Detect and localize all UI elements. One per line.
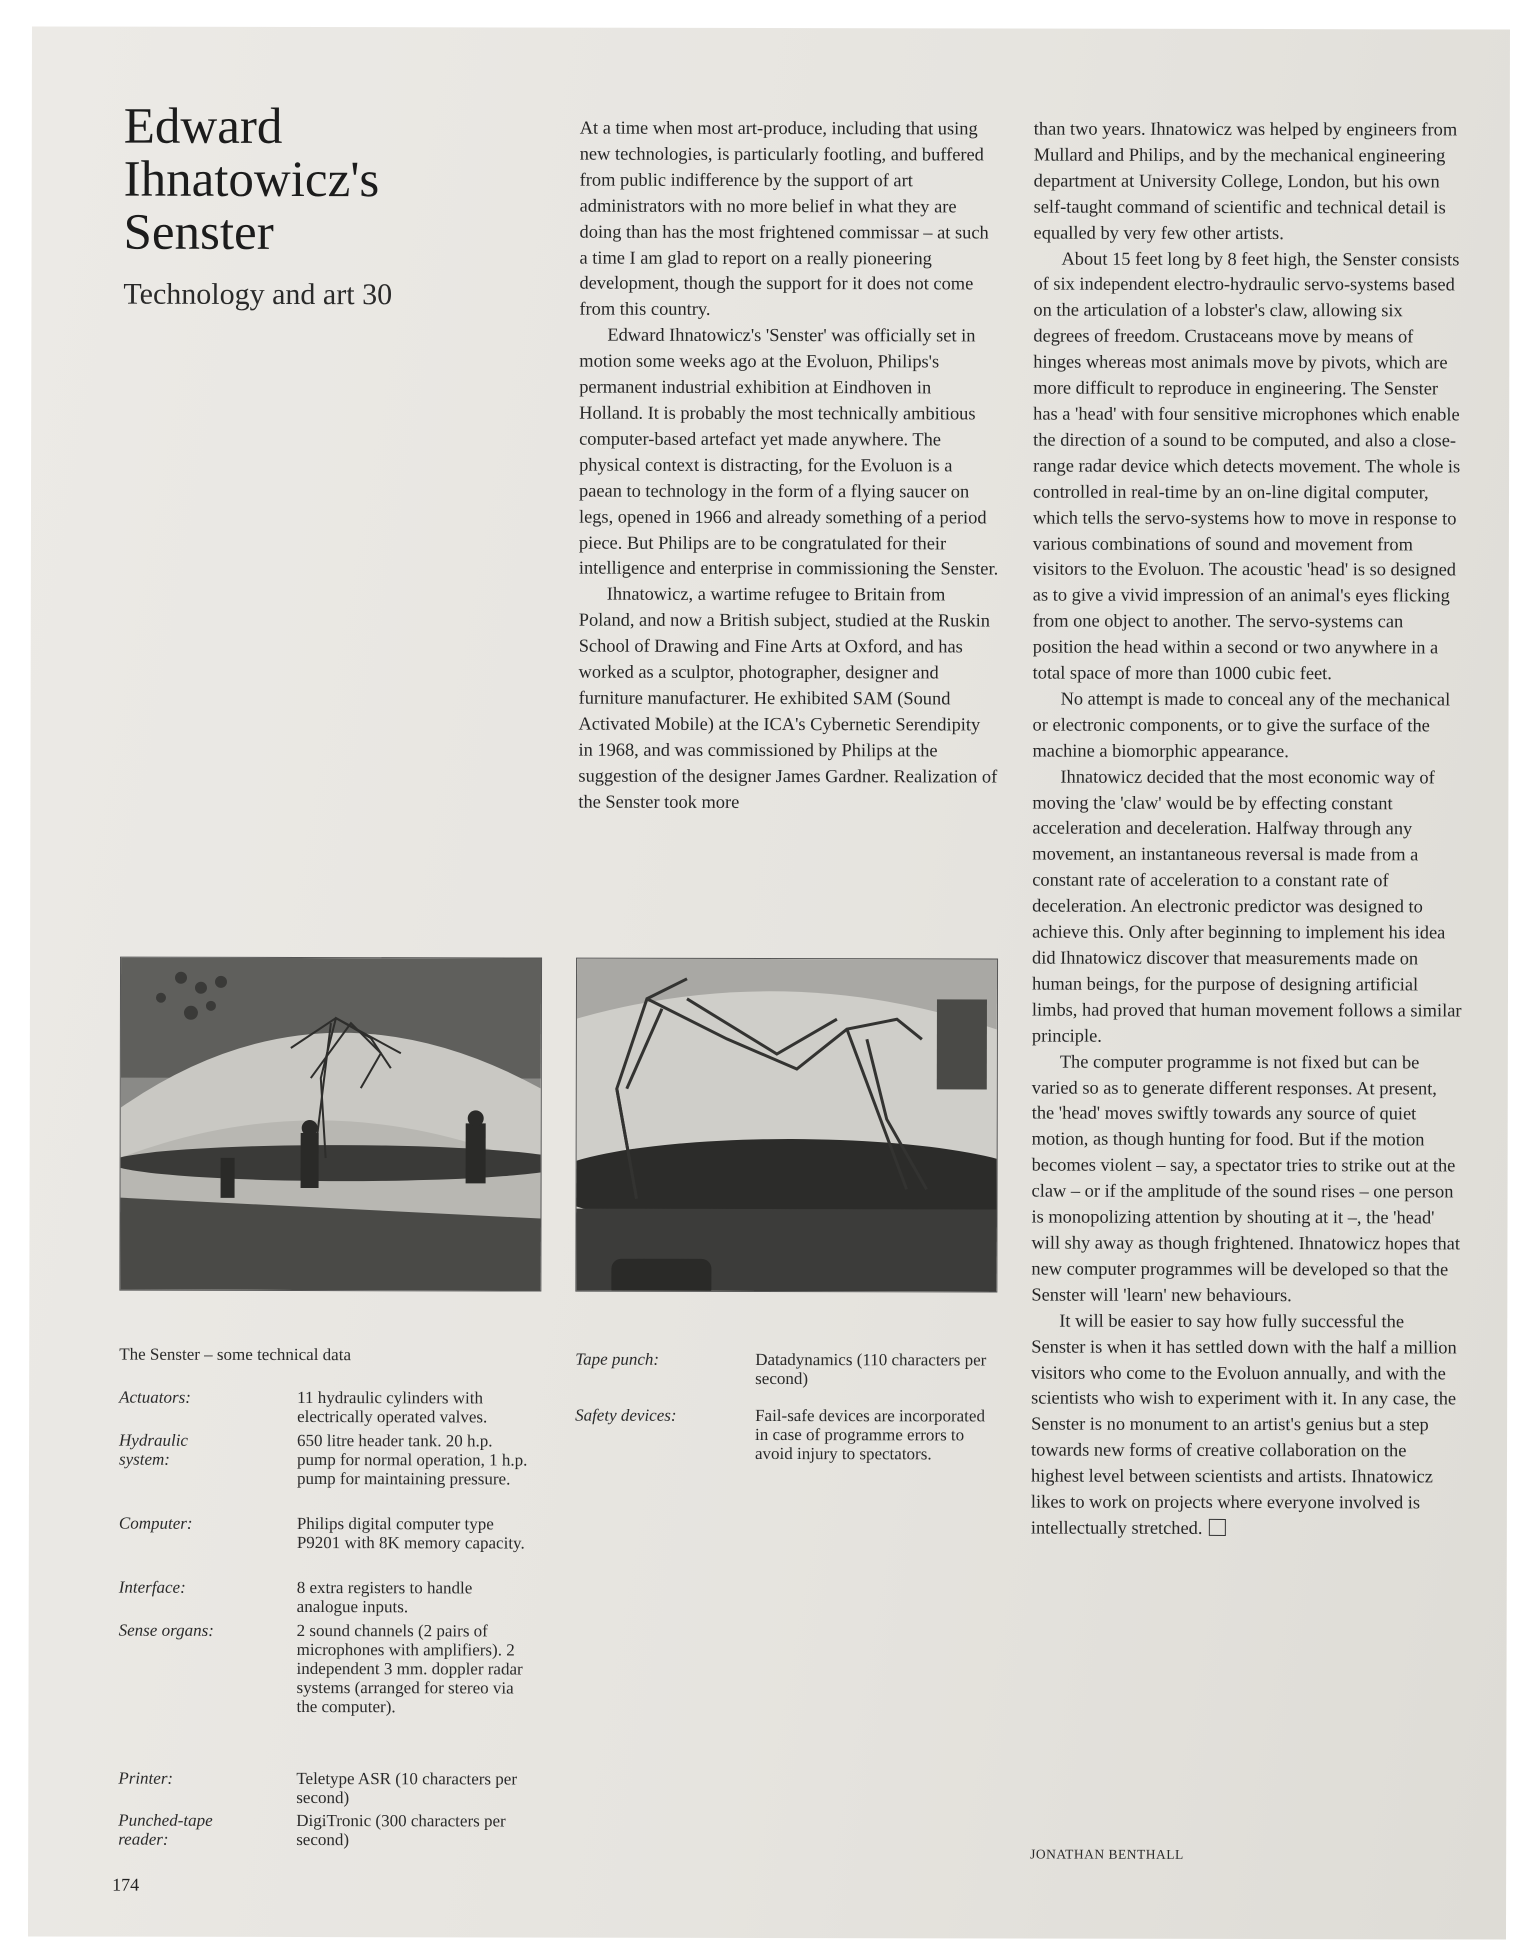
senster-photo-with-visitors xyxy=(119,957,542,1292)
tech-label: Actuators: xyxy=(119,1387,191,1407)
body-column-middle xyxy=(578,116,999,816)
tech-data-heading: The Senster – some technical data xyxy=(119,1344,352,1365)
tech-value: 650 litre header tank. 20 h.p. pump for normal operation, 1 h.p. pump for maintaining pressure. xyxy=(296,1431,528,1489)
tech-value: 2 sound channels (2 pairs of microphones with amplifiers). 2 independent 3 mm. doppler radar systems (arranged for stereo via the computer). xyxy=(296,1621,523,1717)
paragraph: Ihnatowicz, a wartime refugee to Britain from Poland, and now a British subject, studied at the Ruskin School of Drawing and Fine Arts at Oxford, and has worked as a sculptor, photographer, designer and furniture manufacturer. He exhibited SAM (Sound Activated Mobile) at the ICA's Cybernetic Serendipity in 1968, and was commissioned by Philips at the suggestion of the designer James Gardner. Realization of the Senster took more xyxy=(578,583,998,812)
tech-label: Interface: xyxy=(118,1577,186,1597)
tech-label: Printer: xyxy=(118,1768,174,1788)
tech-label: Sense organs: xyxy=(118,1620,214,1640)
tech-value: Philips digital computer type P9201 with 8K memory capacity. xyxy=(296,1514,525,1553)
tech-label: Punched-tape reader: xyxy=(118,1810,213,1849)
author-byline: JONATHAN BENTHALL xyxy=(1030,1846,1184,1862)
tech-value: 8 extra registers to handle analogue inputs. xyxy=(296,1578,473,1617)
tech-value: 11 hydraulic cylinders with electrically operated valves. xyxy=(297,1388,488,1427)
tech-value: Teletype ASR (10 characters per second) xyxy=(296,1769,518,1808)
article-title: Edward Ihnatowicz's Senster xyxy=(123,98,380,261)
paragraph: Edward Ihnatowicz's 'Senster' was officially set in motion some weeks ago at the Evoluon, Philips's permanent industrial exhibition at Eindhoven in Holland. It is probably the most technically ambitious computer-based artefact yet made anywhere. The physical context is distracting, for the Evoluon is a paean to technology in the form of a flying saucer on legs, opened in 1966 and already something of a period piece. But Philips are to be congratulated for their intelligence and enterprise in commissioning the Senster. xyxy=(578,324,999,579)
senster-claw-photo xyxy=(575,958,998,1293)
tech-value: Fail-safe devices are incorporated in case of programme errors to avoid injury to spectators. xyxy=(754,1405,985,1464)
paragraph: About 15 feet long by 8 feet high, the Senster consists of six independent electro-hydraulic servo-systems based on the articulation of a lobster's claw, allowing six degrees of freedom. Crustaceans move by means of hinges whereas most animals move by pivots, which are more difficult to reproduce in engineering. The Senster has a 'head' with four sensitive microphones which enable the direction of a sound to be computed, and also a close-range radar device which detects movement. The whole is controlled in real-time by an on-line digital computer, which tells the servo-systems how to move in response to various combinations of sound and movement from visitors to the Evoluon. The acoustic 'head' is so designed as to give a vivid impression of an animal's eyes flicking from one object to another. The servo-systems can position the head within a second or two anywhere in a total space of more than 1000 cubic feet. xyxy=(1032,248,1461,684)
paragraph: than two years. Ihnatowicz was helped by engineers from Mullard and Philips, and by the mechanical engineering department at University College, London, but his own self-taught command of scientific and technical detail is equalled by very few other artists. xyxy=(1033,118,1458,243)
magazine-page xyxy=(28,26,1510,1939)
tech-label: Tape punch: xyxy=(575,1349,660,1369)
tech-label: Hydraulic system: xyxy=(118,1430,188,1469)
paragraph: No attempt is made to conceal any of the mechanical or electronic components, or to give the surface of the machine a biomorphic appearance. xyxy=(1032,688,1451,761)
tech-value: Datadynamics (110 characters per second) xyxy=(755,1349,987,1389)
tech-value: DigiTronic (300 characters per second) xyxy=(296,1811,506,1850)
end-mark-icon xyxy=(1208,1519,1225,1536)
page-number: 174 xyxy=(112,1874,140,1895)
paragraph: At a time when most art-produce, including that using new technologies, is particularly footling, and buffered from public indifference by the support of art administrators with no more belief in what they are doing than has the most frightened commissar – at such a time I am glad to report on a really pioneering development, though the support for it does not come from this country. xyxy=(579,117,989,320)
paragraph: Ihnatowicz decided that the most economic way of moving the 'claw' would be by effecting constant acceleration and deceleration. Halfway through any movement, an instantaneous reversal is made from a constant rate of acceleration to a constant rate of deceleration. An electronic predictor was designed to achieve this. Only after beginning to implement his idea did Ihnatowicz discover that measurements made on human beings, for the purpose of designing artificial limbs, had proved that human movement follows a similar principle. xyxy=(1031,766,1462,1046)
article-subtitle: Technology and art 30 xyxy=(123,277,393,312)
body-column-right xyxy=(1031,117,1464,1543)
tech-label: Computer: xyxy=(118,1513,193,1533)
paragraph: The computer programme is not fixed but can be varied so as to generate different responses. At present, the 'head' moves swiftly towards any source of quiet motion, as though hunting for food. But if the motion becomes violent – say, a spectator tries to strike out at the claw – or if the amplitude of the sound rises – one person is monopolizing attention by shouting at it –, the 'head' will shy away as though frightened. Ihnatowicz hopes that new computer programmes will be developed so that the Senster will 'learn' new behaviours. xyxy=(1031,1051,1460,1305)
tech-label: Safety devices: xyxy=(575,1405,677,1425)
paragraph: It will be easier to say how fully successful the Senster is when it has settled down with the half a million visitors who come to the Evoluon annually, and with the scientists who wish to experiment with it. In any case, the Senster is no monument to an artist's genius but a step towards new forms of creative collaboration on the highest level between scientists and artists. Ihnatowicz likes to work on projects where everyone involved is intellectually stretched. xyxy=(1030,1310,1457,1538)
